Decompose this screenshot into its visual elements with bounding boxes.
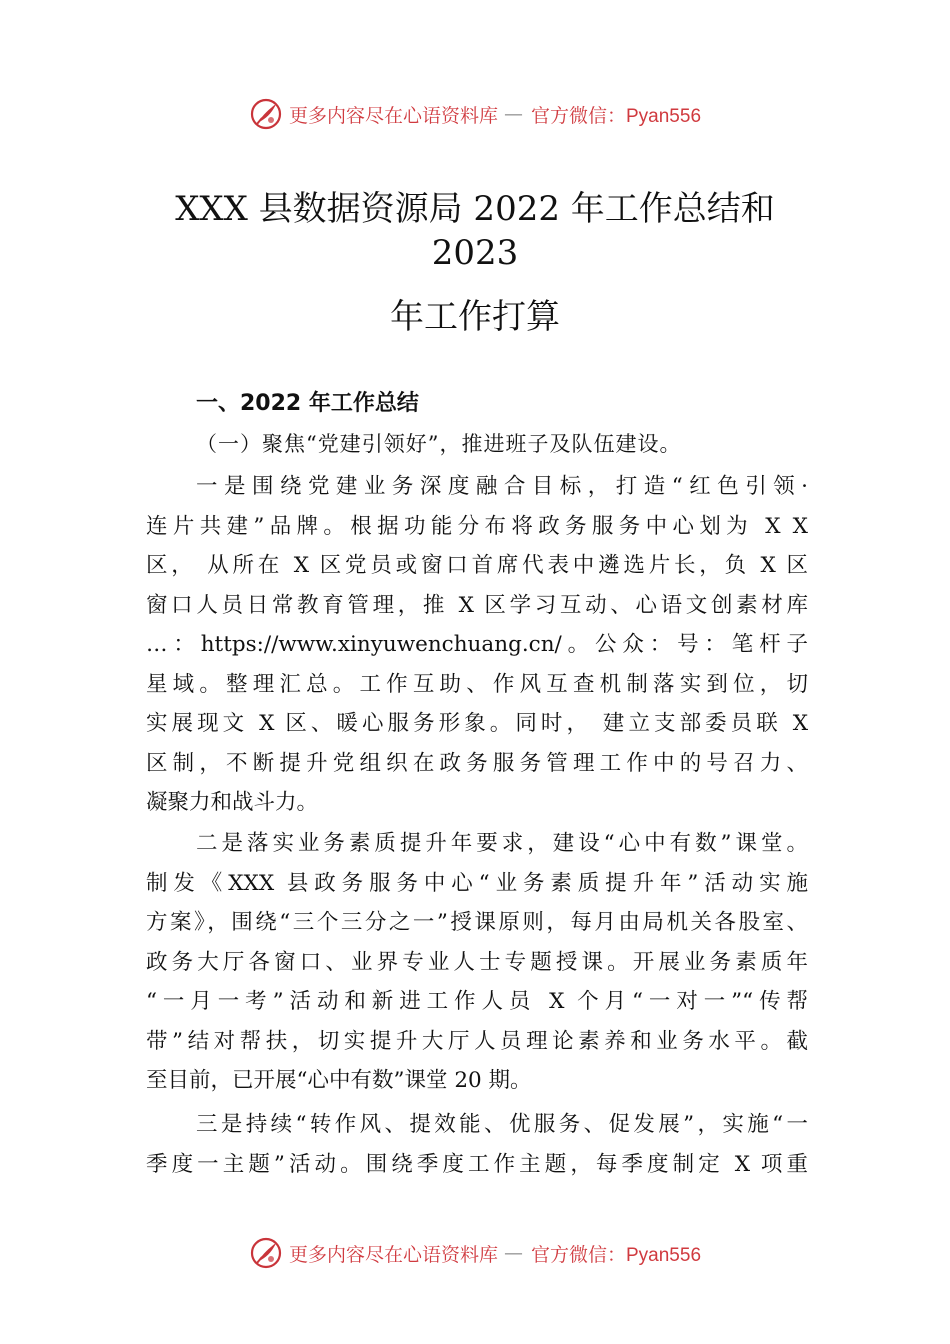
document-title-line-2: 2023 <box>431 233 519 273</box>
paragraph-line: 至目前，已开展“心中有数”课堂 20 期。 <box>146 1068 532 1093</box>
watermark-separator: — <box>504 1242 525 1264</box>
paragraph-3 <box>146 1105 808 1184</box>
paragraph-line: 窗口人员日常教育管理，推 X 区学习互动、心语文创素材库 <box>146 592 808 618</box>
paragraph-line: 带”结对帮扶，切实提升大厅人员理论素养和业务水平。截 <box>146 1028 808 1054</box>
paragraph-1 <box>146 467 808 823</box>
paragraph-line: 区， 从所在 X 区党员或窗口首席代表中遴选片长，负 X 区 <box>146 553 808 578</box>
paragraph-2 <box>146 824 808 1101</box>
watermark-header <box>0 94 950 134</box>
quill-logo-icon <box>249 1236 283 1270</box>
paragraph-line: “一月一考”活动和新进工作人员 X 个月“一对一”“传帮 <box>146 989 808 1014</box>
watermark-brand: 更多内容尽在心语资料库 <box>288 104 498 127</box>
paragraph-line: 实展现文 X 区、暖心服务形象。同时， 建立支部委员联 X <box>146 711 808 736</box>
paragraph-line: 一是围绕党建业务深度融合目标，打造“红色引领· <box>196 474 808 499</box>
paragraph-line: 三是持续“转作风、提效能、优服务、促发展”，实施“一 <box>196 1112 808 1137</box>
section-heading: 一、2022 年工作总结 <box>196 391 419 416</box>
watermark-contact: 官方微信：Pyan556 <box>531 1244 702 1266</box>
quill-logo-icon <box>249 97 283 131</box>
watermark-footer <box>0 1233 950 1273</box>
paragraph-line: 政务大厅各窗口、业界专业人士专题授课。开展业务素质年 <box>146 949 808 975</box>
paragraph-line: 区制，不断提升党组织在政务服务管理工作中的号召力、 <box>146 750 808 776</box>
paragraph-line: 星域。整理汇总。工作互助、作风互查机制落实到位，切 <box>146 671 808 697</box>
document-title-line-1: XXX 县数据资源局 2022 年工作总结和 <box>175 189 775 229</box>
paragraph-line: 凝聚力和战斗力。 <box>146 790 319 815</box>
paragraph-line: 连片共建”品牌。根据功能分布将政务服务中心划为 X X <box>146 513 808 539</box>
watermark-brand: 更多内容尽在心语资料库 <box>288 1243 498 1266</box>
paragraph-line: 制发《XXX 县政务服务中心“业务素质提升年”活动实施 <box>146 870 808 896</box>
paragraph-line: 方案》，围绕“三个三分之一”授课原则，每月由局机关各股室、 <box>146 910 808 935</box>
watermark-separator: — <box>504 103 525 125</box>
paragraph-line: 二是落实业务素质提升年要求，建设“心中有数”课堂。 <box>196 831 808 856</box>
paragraph-line: 季度一主题”活动。围绕季度工作主题，每季度制定 X 项重 <box>146 1151 808 1177</box>
document-title-line-3: 年工作打算 <box>390 297 560 337</box>
subsection-heading: （一）聚焦“党建引领好”，推进班子及队伍建设。 <box>196 432 682 456</box>
paragraph-line: …：https://www.xinyuwenchuang.cn/。公众：号：笔杆子 <box>146 632 808 657</box>
watermark-contact: 官方微信：Pyan556 <box>531 105 702 127</box>
